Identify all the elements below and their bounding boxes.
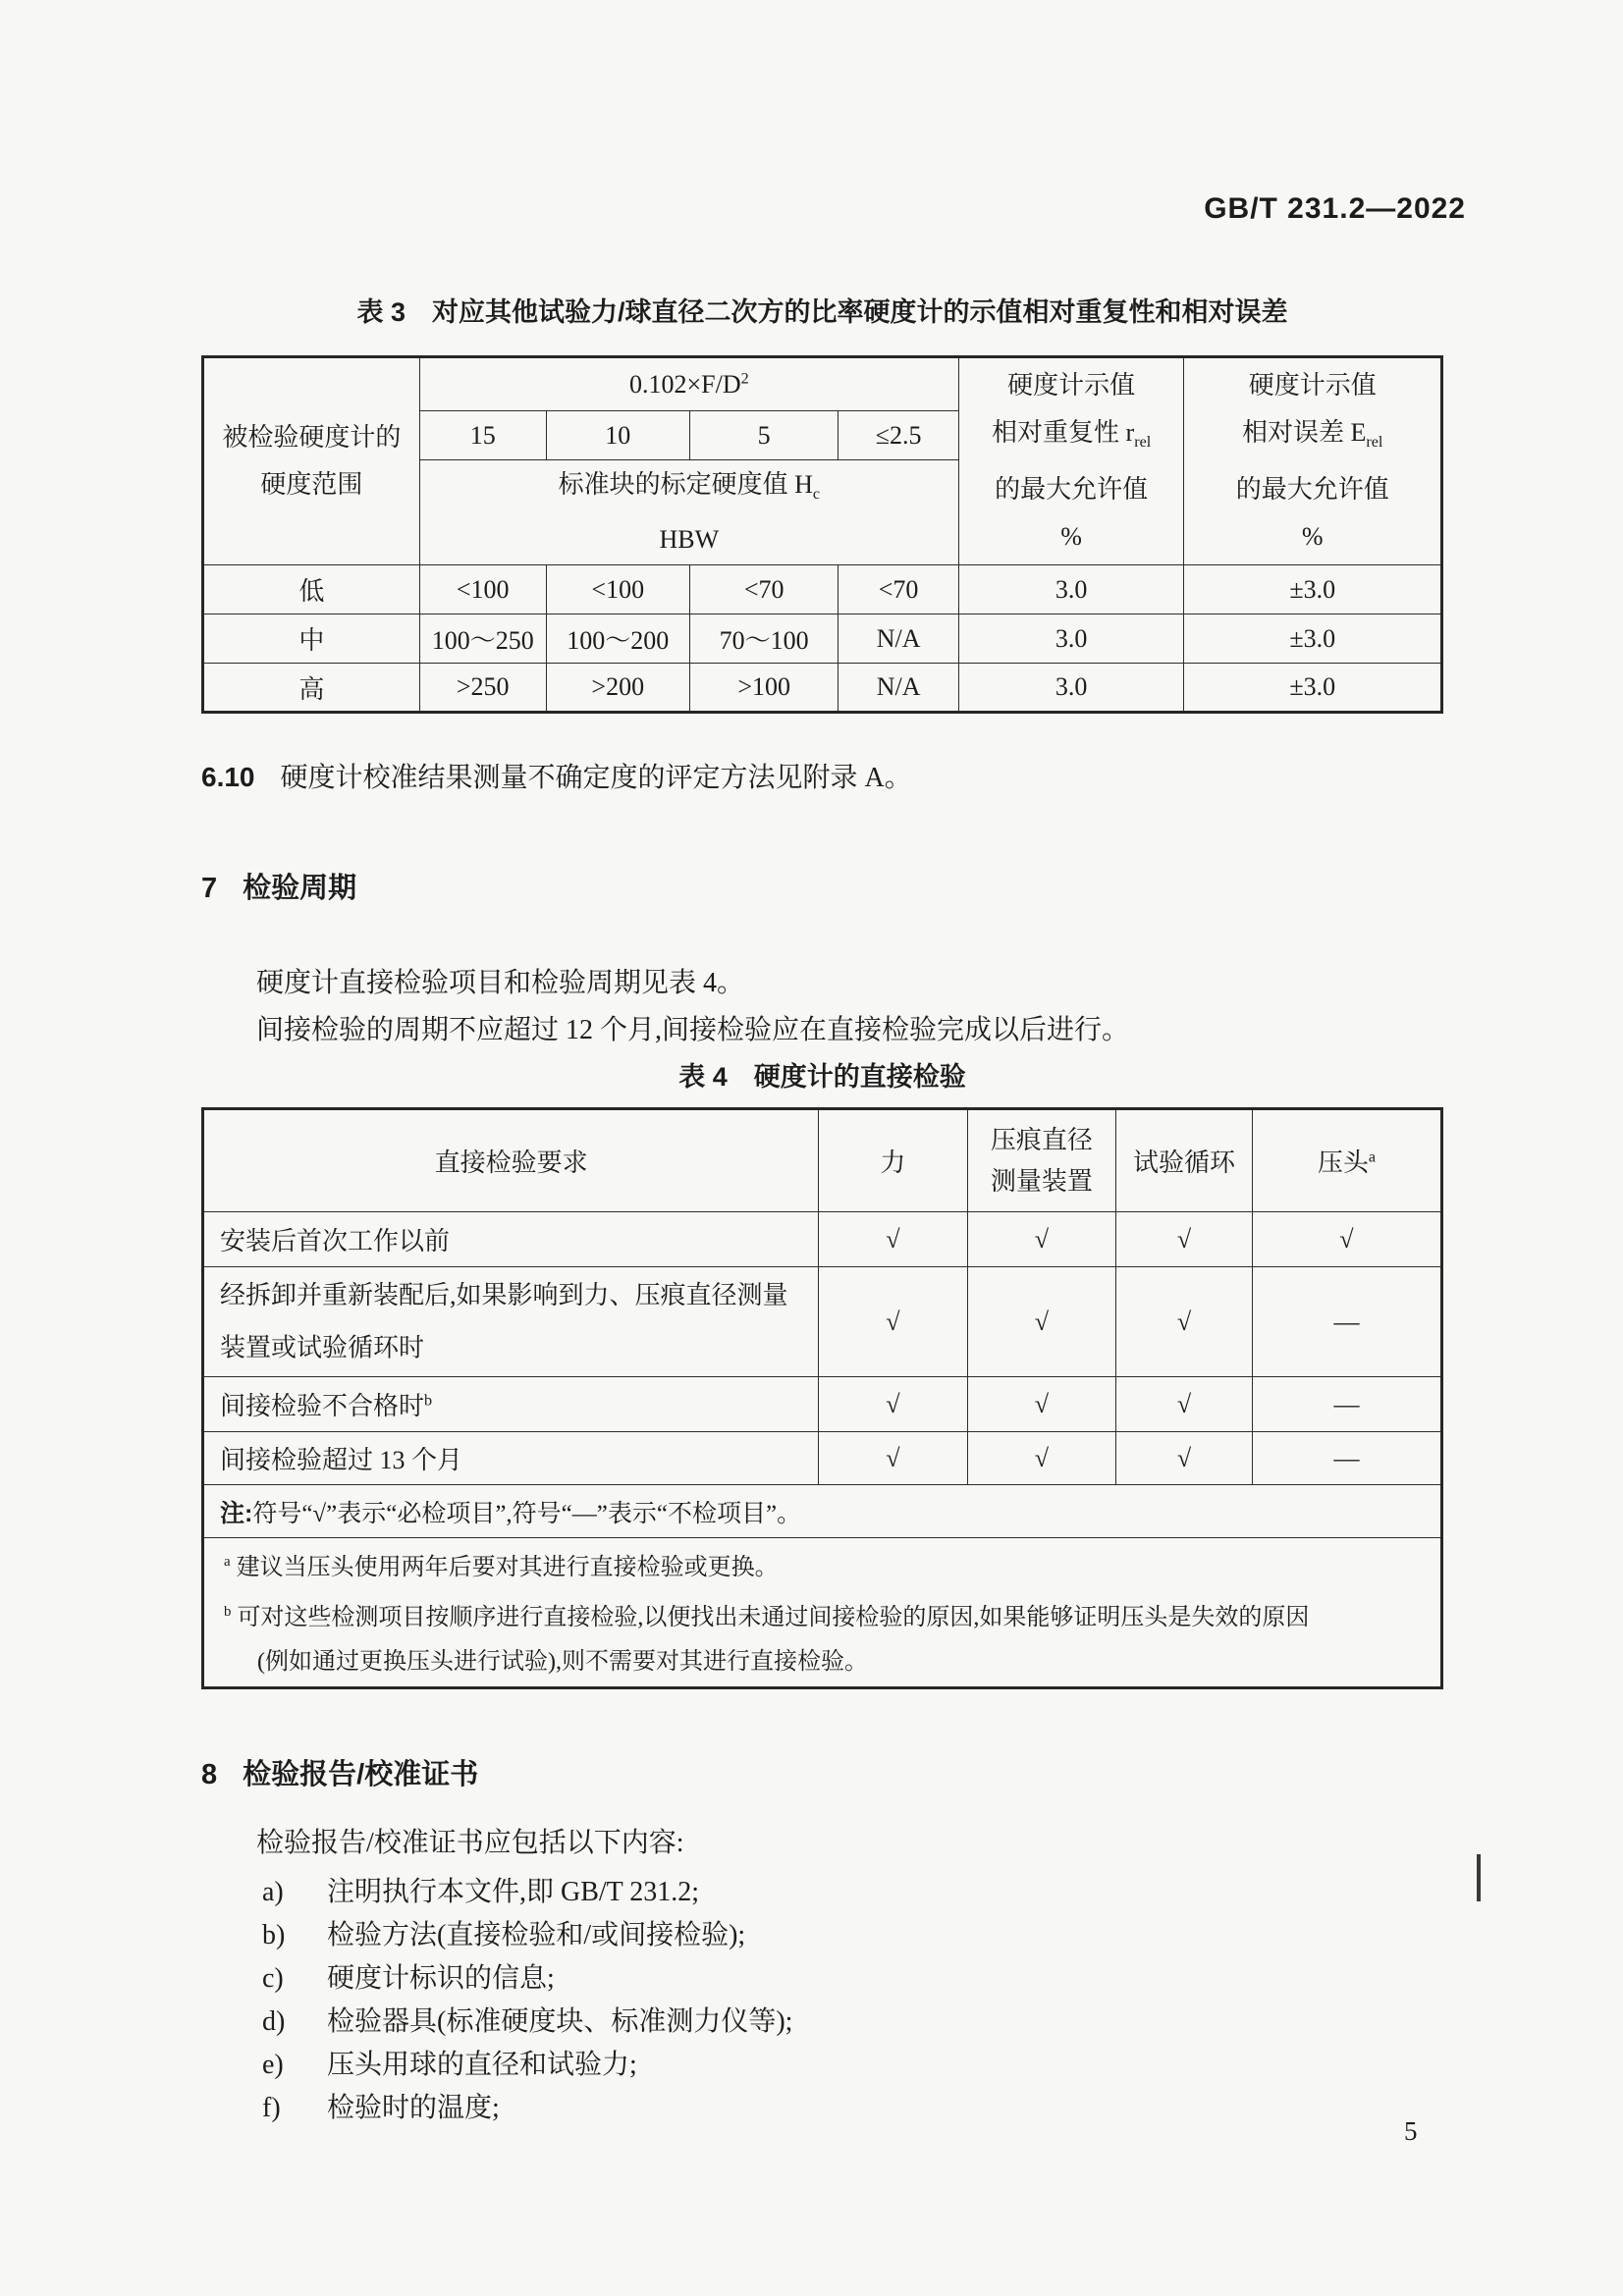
page-number: 5 — [1404, 2116, 1418, 2146]
section-title: 检验周期 — [243, 873, 357, 904]
t4-row-over-13-months: 间接检验超过 13 个月 √ √ √ — — [203, 1432, 1442, 1485]
t3-header-block-value: 标准块的标定硬度值 $H_c$ HBW — [419, 460, 958, 565]
check-mark: √ — [819, 1432, 967, 1485]
check-mark: √ — [1116, 1267, 1253, 1377]
section-7-paragraph-1: 硬度计直接检验项目和检验周期见表 4。 — [256, 968, 745, 998]
table-cell: <70 — [689, 565, 838, 614]
section-number: 8 — [201, 1759, 218, 1790]
list-item-e: e) 压头用球的直径和试验力; — [262, 2050, 637, 2080]
table-cell: >200 — [546, 664, 689, 713]
clause-number: 6.10 — [201, 762, 255, 792]
footnote-b: $^b$ 可对这些检测项目按顺序进行直接检验,以便找出未通过间接检验的原因,如果能够证明压头是失效的原因 — [224, 1604, 1310, 1630]
table-cell: 70～100 — [689, 614, 838, 664]
list-item-a: a) 注明执行本文件,即 GB/T 231.2; — [262, 1877, 700, 1907]
table-cell: ±3.0 — [1184, 565, 1442, 614]
clause-text: 硬度计校准结果测量不确定度的评定方法见附录 A。 — [280, 763, 912, 793]
t4-row-failed-indirect: 间接检验不合格时$^b$ √ √ √ — — [203, 1377, 1442, 1432]
check-mark: √ — [1116, 1377, 1253, 1432]
t4-header-indenter: 压头$^a$ — [1252, 1109, 1441, 1212]
table4 — [201, 1107, 1443, 1689]
t3-range-mid: 中 — [203, 614, 420, 664]
t3-ratio-2p5: ≤2.5 — [839, 411, 958, 460]
revision-change-bar — [1477, 1854, 1481, 1901]
table-cell: N/A — [839, 614, 958, 664]
t3-header-repeatability: 硬度计示值 相对重复性 $r_{rel}$ 的最大允许值 % — [958, 357, 1184, 565]
check-mark: √ — [819, 1212, 967, 1267]
t4-header-device: 压痕直径 测量装置 — [967, 1109, 1115, 1212]
t3-ratio-5: 5 — [689, 411, 838, 460]
note-text: 符号“√”表示“必检项目”,符号“—”表示“不检项目”。 — [252, 1500, 802, 1527]
check-mark: √ — [967, 1377, 1115, 1432]
section-8-intro: 检验报告/校准证书应包括以下内容: — [256, 1828, 684, 1858]
list-item-b: b) 检验方法(直接检验和/或间接检验); — [262, 1920, 746, 1950]
list-item-d: d) 检验器具(标准硬度块、标准测力仪等); — [262, 2006, 793, 2037]
check-mark: √ — [967, 1267, 1115, 1377]
clause-6-10 — [201, 758, 1443, 798]
table-cell: 3.0 — [958, 614, 1184, 664]
t3-row-mid — [203, 614, 1442, 664]
table-cell: ±3.0 — [1184, 614, 1442, 664]
table-cell: >250 — [419, 664, 546, 713]
section-7-heading — [201, 869, 1443, 908]
check-mark: √ — [819, 1377, 967, 1432]
t4-header-force: 力 — [819, 1109, 967, 1212]
t3-row-low — [203, 565, 1442, 614]
check-mark: √ — [1116, 1212, 1253, 1267]
standard-code: GB/T 231.2—2022 — [1204, 192, 1466, 225]
table-cell: 100～200 — [546, 614, 689, 664]
section-7-paragraph-2: 间接检验的周期不应超过 12 个月,间接检验应在直接检验完成以后进行。 — [256, 1015, 1130, 1045]
table-cell: ±3.0 — [1184, 664, 1442, 713]
list-item-f: f) 检验时的温度; — [262, 2093, 500, 2123]
dash-mark: — — [1252, 1267, 1441, 1377]
dash-mark: — — [1252, 1377, 1441, 1432]
t4-footnotes-row — [203, 1538, 1442, 1688]
section-number: 7 — [201, 873, 218, 904]
t3-header-ratio: $0.102\times F/D^2$ — [419, 357, 958, 411]
table-cell: 100～250 — [419, 614, 546, 664]
t3-header-range: 被检验硬度计的 硬度范围 — [203, 357, 420, 565]
table-cell: <100 — [419, 565, 546, 614]
t3-row-high — [203, 664, 1442, 713]
t3-header-error: 硬度计示值 相对误差 $E_{rel}$ 的最大允许值 % — [1184, 357, 1442, 565]
table-cell: 3.0 — [958, 565, 1184, 614]
t3-range-low: 低 — [203, 565, 420, 614]
section-8-heading — [201, 1755, 1443, 1794]
t4-header-cycle: 试验循环 — [1116, 1109, 1253, 1212]
note-label: 注: — [220, 1499, 253, 1527]
section-title: 检验报告/校准证书 — [243, 1759, 479, 1790]
dash-mark: — — [1252, 1432, 1441, 1485]
check-mark: √ — [1252, 1212, 1441, 1267]
list-item-c: c) 硬度计标识的信息; — [262, 1963, 555, 1994]
t4-header-requirement: 直接检验要求 — [203, 1109, 819, 1212]
table4-title: 表 4 硬度计的直接检验 — [678, 1062, 966, 1092]
check-mark: √ — [819, 1267, 967, 1377]
t3-ratio-15: 15 — [419, 411, 546, 460]
check-mark: √ — [1116, 1432, 1253, 1485]
table-cell: <100 — [546, 565, 689, 614]
t4-note-row — [203, 1485, 1442, 1538]
table-cell: >100 — [689, 664, 838, 713]
check-mark: √ — [967, 1212, 1115, 1267]
table3-title: 表 3 对应其他试验力/球直径二次方的比率硬度计的示值相对重复性和相对误差 — [356, 297, 1288, 327]
footnote-b-continued: (例如通过更换压头进行试验),则不需要对其进行直接检验。 — [257, 1649, 868, 1675]
table3 — [201, 355, 1443, 714]
table-cell: <70 — [839, 565, 958, 614]
table-cell: 3.0 — [958, 664, 1184, 713]
t3-ratio-10: 10 — [546, 411, 689, 460]
t3-range-high: 高 — [203, 664, 420, 713]
check-mark: √ — [967, 1432, 1115, 1485]
table-cell: N/A — [839, 664, 958, 713]
t4-row-first-use: 安装后首次工作以前 √ √ √ √ — [203, 1212, 1442, 1267]
t4-row-reassembly: 经拆卸并重新装配后,如果影响到力、压痕直径测量装置或试验循环时 √ √ √ — — [203, 1267, 1442, 1377]
footnote-a: $^a$ 建议当压头使用两年后要对其进行直接检验或更换。 — [224, 1554, 779, 1580]
